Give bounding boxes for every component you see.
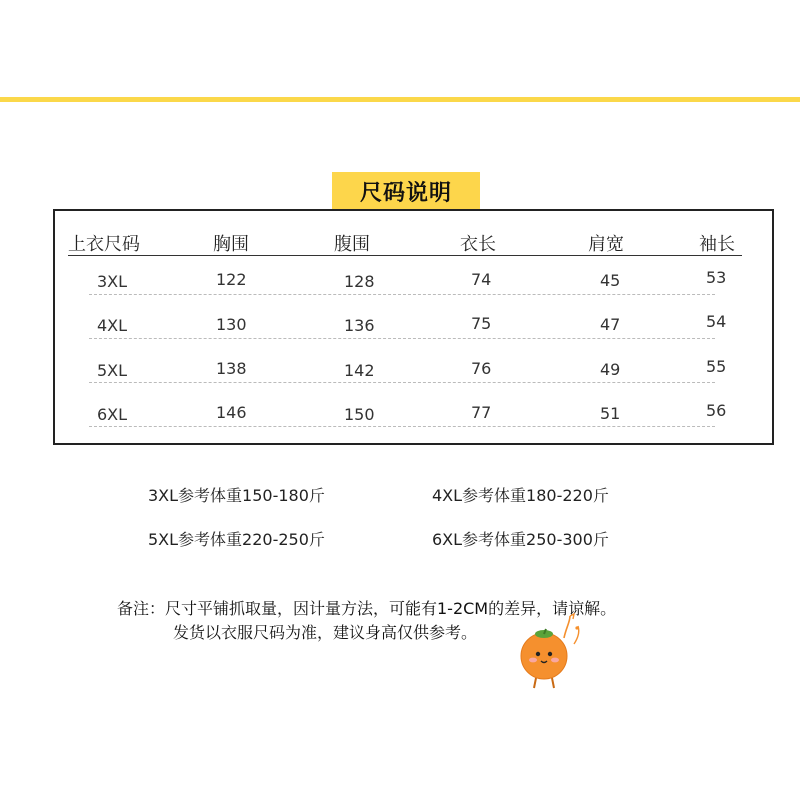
size-table [53, 209, 774, 445]
page-title: 尺码说明 [332, 172, 480, 210]
table-cell-chest: 138 [216, 359, 247, 378]
table-cell-sleeve: 55 [706, 357, 727, 376]
table-cell-length: 75 [471, 314, 492, 333]
note-line-1: 备注：尺寸平铺抓取量，因计量方法，可能有1-2CM的差异，请谅解。 [117, 599, 617, 618]
table-cell-waist: 150 [344, 405, 375, 424]
table-cell-length: 77 [471, 403, 492, 422]
row-divider [89, 338, 715, 339]
header-length: 衣长 [460, 234, 496, 255]
weight-reference-3xl: 3XL参考体重150-180斤 [148, 486, 325, 505]
table-cell-chest: 146 [216, 403, 247, 422]
note-line-2: 发货以衣服尺码为准，建议身高仅供参考。 [173, 623, 478, 642]
table-cell-shoulder: 51 [600, 404, 621, 423]
orange-fruit-mascot-icon [514, 610, 594, 700]
weight-reference-5xl: 5XL参考体重220-250斤 [148, 530, 325, 549]
table-cell-shoulder: 47 [600, 315, 621, 334]
table-cell-length: 74 [471, 270, 492, 289]
table-cell-sleeve: 54 [706, 312, 727, 331]
weight-reference-4xl: 4XL参考体重180-220斤 [432, 486, 609, 505]
table-cell-waist: 136 [344, 316, 375, 335]
header-chest: 胸围 [213, 234, 249, 255]
table-cell-shoulder: 45 [600, 271, 621, 290]
table-cell-chest: 122 [216, 270, 247, 289]
table-cell-chest: 130 [216, 315, 247, 334]
header-divider [68, 255, 742, 256]
row-divider [89, 294, 715, 295]
table-cell-size: 5XL [97, 361, 128, 380]
table-cell-size: 6XL [97, 405, 128, 424]
row-divider [89, 426, 715, 427]
table-cell-sleeve: 53 [706, 268, 727, 287]
row-divider [89, 382, 715, 383]
table-cell-sleeve: 56 [706, 401, 727, 420]
table-cell-shoulder: 49 [600, 360, 621, 379]
header-size: 上衣尺码 [68, 234, 140, 255]
table-cell-waist: 128 [344, 272, 375, 291]
header-shoulder: 肩宽 [588, 234, 624, 255]
table-cell-length: 76 [471, 359, 492, 378]
table-cell-waist: 142 [344, 361, 375, 380]
top-accent-line [0, 97, 800, 102]
header-sleeve: 袖长 [699, 234, 735, 255]
table-cell-size: 3XL [97, 272, 128, 291]
header-waist: 腹围 [334, 234, 370, 255]
weight-reference-6xl: 6XL参考体重250-300斤 [432, 530, 609, 549]
table-cell-size: 4XL [97, 316, 128, 335]
